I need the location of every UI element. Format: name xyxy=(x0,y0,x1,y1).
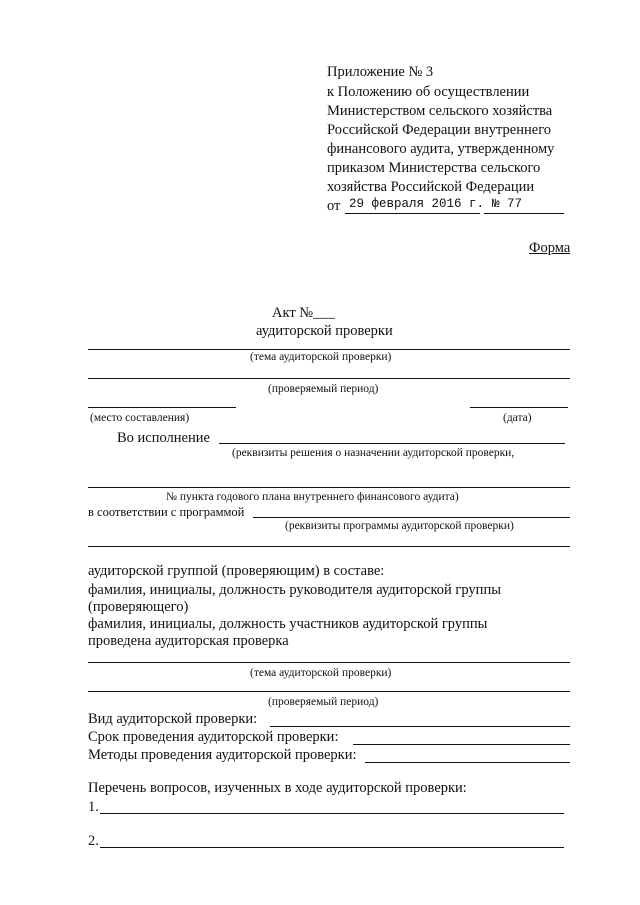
topic-line-2 xyxy=(88,662,570,663)
appendix-date-prefix: от xyxy=(327,198,341,214)
group-text: аудиторской группой (проверяющим) в составе: xyxy=(88,563,385,579)
topic-caption: (тема аудиторской проверки) xyxy=(250,351,392,363)
topic-caption-2: (тема аудиторской проверки) xyxy=(250,667,392,679)
methods-line xyxy=(365,762,570,763)
period-caption: (проверяемый период) xyxy=(268,383,379,395)
type-label: Вид аудиторской проверки: xyxy=(88,711,258,727)
appendix-number-value: № 77 xyxy=(492,197,523,211)
term-label: Срок проведения аудиторской проверки: xyxy=(88,729,339,745)
plan-caption: № пункта годового плана внутреннего финансового аудита) xyxy=(166,491,459,503)
according-label: в соответствии с программой xyxy=(88,505,245,519)
decision-caption: (реквизиты решения о назначении аудиторской проверки, xyxy=(232,447,515,459)
question-item-1: 1. xyxy=(88,799,99,815)
program-line xyxy=(253,517,570,518)
form-label: Форма xyxy=(529,240,571,256)
date-caption: (дата) xyxy=(503,412,532,424)
question-line-2 xyxy=(100,847,564,848)
appendix-line-7: хозяйства Российской Федерации xyxy=(327,179,535,195)
leader-text: фамилия, инициалы, должность руководителя аудиторской группы xyxy=(88,582,501,598)
date-underline xyxy=(345,213,480,214)
question-item-2: 2. xyxy=(88,833,99,849)
appendix-line-6: приказом Министерства сельского xyxy=(327,160,541,176)
date-line xyxy=(470,407,568,408)
conducted-text: проведена аудиторская проверка xyxy=(88,633,289,649)
appendix-line-2: к Положению об осуществлении xyxy=(327,84,530,100)
decision-line-2 xyxy=(88,487,570,488)
question-line-1 xyxy=(100,813,564,814)
act-title: Акт №___ xyxy=(272,305,335,321)
place-caption: (место составления) xyxy=(90,412,190,424)
period-caption-2: (проверяемый период) xyxy=(268,696,379,708)
type-line xyxy=(270,726,570,727)
appendix-date-value: 29 февраля 2016 г. xyxy=(349,197,485,211)
questions-label: Перечень вопросов, изученных в ходе аудиторской проверки: xyxy=(88,780,467,796)
appendix-line-5: финансового аудита, утвержденному xyxy=(327,141,555,157)
leader-text-2: (проверяющего) xyxy=(88,599,189,615)
execution-line xyxy=(219,443,565,444)
number-underline xyxy=(484,213,564,214)
execution-label: Во исполнение xyxy=(117,430,210,446)
period-line-2 xyxy=(88,691,570,692)
act-subtitle: аудиторской проверки xyxy=(256,323,393,339)
term-line xyxy=(353,744,570,745)
program-line-2 xyxy=(88,546,570,547)
members-text: фамилия, инициалы, должность участников аудиторской группы xyxy=(88,616,488,632)
appendix-line-3: Министерством сельского хозяйства xyxy=(327,103,553,119)
topic-line xyxy=(88,349,570,350)
appendix-line-4: Российской Федерации внутреннего xyxy=(327,122,552,138)
place-line xyxy=(88,407,236,408)
appendix-title: Приложение № 3 xyxy=(327,64,434,80)
period-line xyxy=(88,378,570,379)
program-caption: (реквизиты программы аудиторской проверки) xyxy=(285,520,514,532)
methods-label: Методы проведения аудиторской проверки: xyxy=(88,747,357,763)
